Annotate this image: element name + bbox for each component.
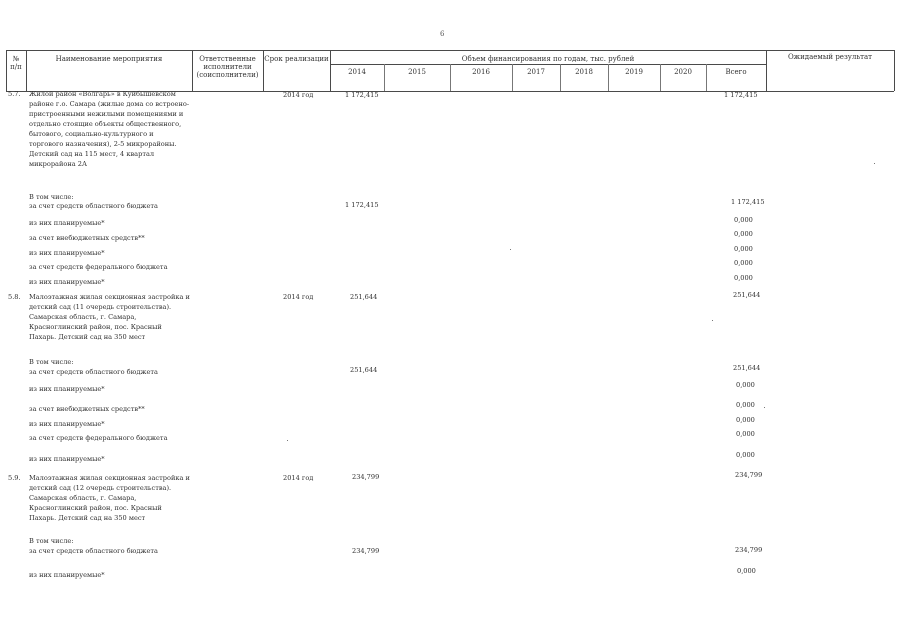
source-label: за счет средств федерального бюджета (29, 263, 168, 271)
source-label: за счет средств областного бюджета (29, 368, 158, 376)
row-name-line: Детский сад на 115 мест, 4 квартал (29, 150, 155, 158)
source-value-total: 234,799 (735, 546, 763, 554)
scan-speck (764, 407, 765, 408)
scan-speck (510, 249, 511, 250)
source-value-total: 0,000 (736, 381, 755, 389)
source-label: из них планируемые* (29, 385, 105, 393)
year-2019: 2019 (625, 68, 643, 76)
row-value-total: 251,644 (733, 291, 761, 299)
page-number: 6 (440, 30, 445, 38)
row-term: 2014 год (283, 474, 314, 482)
source-value-total: 0,000 (734, 245, 753, 253)
year-2015: 2015 (408, 68, 426, 76)
source-value-total: 0,000 (736, 401, 755, 409)
row-name-line: торгового назначения), 2-5 микрорайоны. (29, 140, 177, 148)
row-number: 5.8. (8, 293, 21, 301)
source-value-2014: 251,644 (350, 366, 378, 374)
source-label: из них планируемые* (29, 278, 105, 286)
header-col-funding: Объем финансирования по годам, тыс. рублей (461, 55, 635, 63)
col-border (894, 50, 895, 91)
source-value-total: 251,644 (733, 364, 761, 372)
source-value-total: 1 172,415 (731, 198, 765, 206)
year-2020: 2020 (674, 68, 692, 76)
source-label: из них планируемые* (29, 420, 105, 428)
source-label: из них планируемые* (29, 219, 105, 227)
year-2016: 2016 (472, 68, 490, 76)
year-2018: 2018 (575, 68, 593, 76)
source-label: из них планируемые* (29, 571, 105, 579)
row-value-2014: 234,799 (352, 473, 380, 481)
row-value-total: 1 172,415 (724, 91, 758, 99)
scan-speck (712, 320, 713, 321)
source-label: за счет внебюджетных средств** (29, 405, 145, 413)
source-value-2014: 1 172,415 (345, 201, 379, 209)
funding-divider (330, 64, 766, 65)
source-value-total: 0,000 (736, 451, 755, 459)
source-value-total: 0,000 (734, 274, 753, 282)
row-name-line: Жилой район «Волгарь» в Куйбышевском (29, 90, 176, 98)
year-2014: 2014 (348, 68, 366, 76)
scan-speck (874, 163, 875, 164)
source-label: за счет средств федерального бюджета (29, 434, 168, 442)
row-name-line: Пахарь. Детский сад на 350 мест (29, 514, 146, 522)
subtotal-label: В том числе: (29, 537, 74, 545)
row-number: 5.9. (8, 474, 21, 482)
row-value-2014: 1 172,415 (345, 91, 379, 99)
row-term: 2014 год (283, 91, 314, 99)
row-name-line: микрорайона 2А (29, 160, 87, 168)
source-value-total: 0,000 (734, 230, 753, 238)
source-label: из них планируемые* (29, 249, 105, 257)
header-col-term: Срок реализации (264, 55, 329, 63)
row-name-line: детский сад (11 очередь строительства). (29, 303, 172, 311)
row-name-line: детский сад (12 очередь строительства). (29, 484, 172, 492)
subtotal-label: В том числе: (29, 193, 74, 201)
row-name-line: Самарская область, г. Самара, (29, 494, 137, 502)
row-name-line: Малоэтажная жилая секционная застройка и (29, 293, 190, 301)
year-2017: 2017 (527, 68, 545, 76)
row-name-line: Красноглинский район, пос. Красный (29, 323, 162, 331)
header-col-resp: Ответственные исполнители (соисполнители) (196, 55, 259, 79)
header-col-no: № п/п (10, 55, 22, 71)
source-value-total: 0,000 (734, 259, 753, 267)
row-value-2014: 251,644 (350, 293, 378, 301)
row-term: 2014 год (283, 293, 314, 301)
row-name-line: отдельно стоящие объекты общественного, (29, 120, 182, 128)
source-label: за счет средств областного бюджета (29, 547, 158, 555)
row-name-line: Самарская область, г. Самара, (29, 313, 137, 321)
source-label: за счет внебюджетных средств** (29, 234, 145, 242)
row-value-total: 234,799 (735, 471, 763, 479)
row-number: 5.7. (8, 90, 21, 98)
header-col-name: Наименование мероприятия (55, 55, 163, 63)
year-total: Всего (725, 68, 747, 76)
row-name-line: Пахарь. Детский сад на 350 мест (29, 333, 146, 341)
source-value-total: 0,000 (736, 416, 755, 424)
source-label: за счет средств областного бюджета (29, 202, 158, 210)
scan-speck (287, 440, 288, 441)
row-name-line: пристроенными нежилыми помещениями и (29, 110, 184, 118)
row-name-line: Малоэтажная жилая секционная застройка и (29, 474, 190, 482)
row-name-line: районе г.о. Самара (жилые дома со встроено- (29, 100, 190, 108)
row-name-line: бытового, социально-культурного и (29, 130, 154, 138)
source-value-total: 0,000 (734, 216, 753, 224)
source-value-total: 0,000 (736, 430, 755, 438)
subtotal-label: В том числе: (29, 358, 74, 366)
header-top-border (6, 50, 894, 51)
source-value-2014: 234,799 (352, 547, 380, 555)
source-label: из них планируемые* (29, 455, 105, 463)
header-col-result: Ожидаемый результат (787, 53, 873, 61)
row-name-line: Красноглинский район, пос. Красный (29, 504, 162, 512)
source-value-total: 0,000 (737, 567, 756, 575)
